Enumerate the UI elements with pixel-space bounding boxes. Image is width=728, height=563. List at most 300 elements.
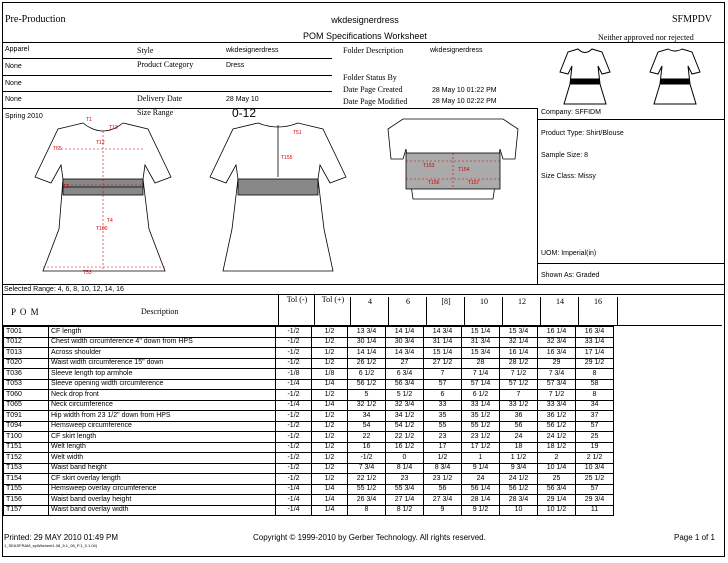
size-value-cell: 24 1/2 [538,432,576,443]
size-value-cell: 29 [538,358,576,369]
size-value-cell: 14 1/4 [386,327,424,338]
tolerance-cell: 1/2 [312,432,348,443]
info-none-1: None [5,63,22,70]
size-value-cell: 15 1/4 [424,348,462,359]
empty-cell [614,432,723,443]
overview-front-sketch [560,49,610,104]
size-value-cell: 56 1/2 [348,379,386,390]
tolerance-cell: 1/2 [312,358,348,369]
pom-description: Waist band height [49,463,276,474]
size-header-14: 14 [540,297,579,325]
info-season: Spring 2010 [5,113,43,120]
sketch-label-t156: T156 [428,180,440,186]
empty-cell [614,390,723,401]
size-value-cell: 16 1/4 [500,348,538,359]
size-value-cell: 24 [500,432,538,443]
tolerance-cell: -1/4 [276,495,312,506]
page-number: Page 1 of 1 [674,533,715,542]
size-value-cell: 9 1/4 [462,463,500,474]
tolerance-cell: 1/4 [312,505,348,516]
size-value-cell: 14 3/4 [424,327,462,338]
company-field: Company: SFFIDM [541,109,601,116]
size-value-cell: 17 1/4 [576,348,614,359]
shown-as-field: Shown As: Graded [541,272,600,279]
sketch-label-t4: T4 [107,218,113,224]
pom-code: T152 [4,453,49,464]
size-value-cell: 10 1/4 [538,463,576,474]
date-modified-label: Date Page Modified [343,97,408,106]
tolerance-cell: 1/2 [312,474,348,485]
sample-size-field: Sample Size: 8 [541,152,589,159]
table-row [4,421,723,432]
size-value-cell: 55 1/2 [348,484,386,495]
size-value-cell: 7 1/4 [462,369,500,380]
sheet-code: SFMPDV [672,14,713,25]
size-value-cell: 33 3/4 [538,400,576,411]
sketch-label-t1: T1 [86,117,92,123]
size-value-cell: 22 1/2 [348,474,386,485]
size-value-cell: 56 1/2 [538,421,576,432]
pom-code: T060 [4,390,49,401]
folder-description-label: Folder Description [343,46,404,55]
size-value-cell: 2 [538,453,576,464]
product-type-field: Product Type: Shirt/Blouse [541,130,624,137]
empty-cell [614,369,723,380]
table-row [4,463,723,474]
pom-description: Neck circumference [49,400,276,411]
size-value-cell: 56 3/4 [386,379,424,390]
sketch-label-t3: T3 [63,184,69,190]
tolerance-cell: -1/2 [276,432,312,443]
size-value-cell: 30 1/4 [348,337,386,348]
size-value-cell: 23 1/2 [462,432,500,443]
size-value-cell: 36 [500,411,538,422]
empty-cell [614,400,723,411]
size-value-cell: 8 1/4 [386,463,424,474]
size-value-cell: 6 3/4 [386,369,424,380]
size-value-cell: 56 1/2 [500,484,538,495]
size-value-cell: 32 1/2 [348,400,386,411]
tolerance-cell: -1/4 [276,400,312,411]
size-value-cell: 7 3/4 [348,463,386,474]
technical-sketches [3,109,536,284]
size-value-cell: 18 1/2 [538,442,576,453]
size-value-cell: 7 1/2 [538,390,576,401]
empty-cell [614,379,723,390]
sketch-label-t153: T153 [423,163,435,169]
pom-description: Chest width circumference 4" down from HPS [49,337,276,348]
pom-description: Waist band overlay width [49,505,276,516]
empty-cell [614,337,723,348]
tolerance-cell: -1/2 [276,390,312,401]
tolerance-cell: -1/8 [276,369,312,380]
tolerance-cell: 1/4 [312,484,348,495]
empty-cell [614,358,723,369]
pom-code: T154 [4,474,49,485]
size-value-cell: 14 1/4 [348,348,386,359]
table-row [4,505,723,516]
product-category-label: Product Category [137,60,194,69]
approval-status: Neither approved nor rejected [598,33,694,42]
size-value-cell: 54 1/2 [386,421,424,432]
size-value-cell: 6 1/2 [348,369,386,380]
size-value-cell: 10 1/2 [538,505,576,516]
date-created-label: Date Page Created [343,85,403,94]
size-value-cell: 55 [424,421,462,432]
pom-code: T001 [4,327,49,338]
tolerance-cell: -1/2 [276,421,312,432]
pom-code: T012 [4,337,49,348]
empty-cell [614,463,723,474]
sketch-label-t51: T51 [293,130,302,136]
size-range-value: 0-12 [232,106,257,120]
tolerance-cell: 1/2 [312,337,348,348]
sketch-label-t53: T53 [83,270,92,276]
folder-status-label: Folder Status By [343,73,397,82]
tolerance-cell: 1/4 [312,400,348,411]
tolerance-cell: 1/2 [312,411,348,422]
size-value-cell: 34 1/2 [386,411,424,422]
size-value-cell: 1 [462,453,500,464]
tolerance-cell: 1/2 [312,442,348,453]
size-value-cell: 27 3/4 [424,495,462,506]
size-value-cell: 22 1/2 [386,432,424,443]
size-value-cell: 7 1/2 [500,369,538,380]
copyright-notice: Copyright © 1999-2010 by Gerber Technology. All rights reserved. [253,533,486,542]
size-value-cell: 31 3/4 [462,337,500,348]
empty-cell [614,411,723,422]
size-value-cell: 1 1/2 [500,453,538,464]
sketch-label-t13: T13 [109,125,118,131]
size-value-cell: 33 1/4 [576,337,614,348]
size-value-cell: 22 [348,432,386,443]
sketch-label-t100: T100 [96,226,108,232]
size-value-cell: 15 1/4 [462,327,500,338]
size-value-cell: 13 3/4 [348,327,386,338]
size-value-cell: 8 [576,390,614,401]
pom-description: Waist band overlay height [49,495,276,506]
size-value-cell: 6 [424,390,462,401]
table-row [4,442,723,453]
tolerance-cell: 1/2 [312,421,348,432]
tolerance-cell: -1/4 [276,379,312,390]
table-row [4,453,723,464]
size-value-cell: 28 1/4 [462,495,500,506]
size-value-cell: 57 1/2 [500,379,538,390]
size-value-cell: 9 1/2 [462,505,500,516]
empty-cell [614,442,723,453]
pom-table-body [4,327,723,516]
table-row [4,484,723,495]
pom-description: Waist width circumference 15" down [49,358,276,369]
size-header-10: 10 [464,297,503,325]
size-value-cell: 8 1/2 [386,505,424,516]
pom-code: T036 [4,369,49,380]
size-value-cell: 11 [576,505,614,516]
size-value-cell: 29 1/4 [538,495,576,506]
header-divider [2,42,725,43]
size-value-cell: 32 3/4 [538,337,576,348]
size-header-6: 6 [388,297,427,325]
table-row [4,369,723,380]
size-value-cell: 29 1/2 [576,358,614,369]
size-value-cell: 57 [424,379,462,390]
folder-description-value: wkdesignerdress [430,47,483,54]
pom-code: T151 [4,442,49,453]
pom-table [3,326,723,516]
back-dress-sketch [210,123,346,271]
size-value-cell: 23 [424,432,462,443]
size-value-cell: 30 3/4 [386,337,424,348]
size-value-cell: 28 1/2 [500,358,538,369]
size-value-cell: 33 1/2 [500,400,538,411]
size-value-cell: 16 3/4 [576,327,614,338]
sketch-label-t12: T12 [96,140,105,146]
size-value-cell: 29 3/4 [576,495,614,506]
size-value-cell: 35 [424,411,462,422]
size-value-cell: 56 3/4 [538,484,576,495]
size-value-cell: 7 3/4 [538,369,576,380]
pom-code: T157 [4,505,49,516]
size-value-cell: 16 1/2 [386,442,424,453]
size-value-cell: 34 [348,411,386,422]
overview-sketches [540,44,725,108]
size-value-cell: 57 [576,421,614,432]
tolerance-cell: 1/2 [312,348,348,359]
size-value-cell: 16 [348,442,386,453]
pom-description: CF skirt overlay length [49,474,276,485]
empty-cell [614,484,723,495]
size-value-cell: 57 [576,484,614,495]
pom-code: T065 [4,400,49,411]
pom-description: Neck drop front [49,390,276,401]
table-row [4,474,723,485]
pom-code: T094 [4,421,49,432]
pom-code: T013 [4,348,49,359]
size-value-cell: 5 [348,390,386,401]
empty-cell [614,474,723,485]
tolerance-cell: -1/2 [276,358,312,369]
style-title: wkdesignerdress [331,15,399,25]
size-value-cell: 25 1/2 [576,474,614,485]
file-path: 1_SEASFRAM_spWksheet1.08_5.1_06_P.1_0.1.04) [4,543,98,548]
pom-code: T153 [4,463,49,474]
size-value-cell: 10 3/4 [576,463,614,474]
delivery-date-label: Delivery Date [137,94,183,103]
size-value-cell: 32 3/4 [386,400,424,411]
size-value-cell: 9 3/4 [500,463,538,474]
tolerance-cell: -1/2 [276,453,312,464]
size-value-cell: 57 3/4 [538,379,576,390]
size-value-cell: 17 [424,442,462,453]
size-range-label: Size Range [137,108,174,117]
size-value-cell: 25 [576,432,614,443]
size-header-8: [8] [426,297,465,325]
tolerance-cell: -1/2 [276,474,312,485]
size-value-cell: 7 [424,369,462,380]
size-value-cell: 27 [386,358,424,369]
info-apparel: Apparel [5,46,30,53]
pom-description: CF length [49,327,276,338]
size-value-cell: 56 [424,484,462,495]
size-value-cell: 54 [348,421,386,432]
pom-code: T156 [4,495,49,506]
size-value-cell: 9 [424,505,462,516]
table-row [4,327,723,338]
size-value-cell: 28 3/4 [500,495,538,506]
sketch-label-t154: T154 [458,167,470,173]
tolerance-cell: 1/2 [312,453,348,464]
table-row [4,358,723,369]
size-value-cell: 0 [386,453,424,464]
size-value-cell: 8 3/4 [424,463,462,474]
size-value-cell: 23 1/2 [424,474,462,485]
worksheet-title: POM Specifications Worksheet [303,31,427,41]
sketch-label-t155: T155 [281,155,293,161]
pom-description: Sleeve opening width circumference [49,379,276,390]
size-header-16: 16 [578,297,618,325]
empty-cell [614,495,723,506]
tolerance-cell: 1/4 [312,379,348,390]
tol-minus-header: Tol (-) [278,295,315,325]
size-value-cell: 33 1/4 [462,400,500,411]
pom-code: T155 [4,484,49,495]
table-row [4,411,723,422]
tolerance-cell: 1/2 [312,327,348,338]
pom-description: Sleeve length top armhole [49,369,276,380]
size-class-field: Size Class: Missy [541,173,596,180]
empty-cell [614,421,723,432]
table-row [4,379,723,390]
info-none-3: None [5,96,22,103]
tolerance-cell: 1/2 [312,463,348,474]
description-header: Description [141,307,179,316]
size-value-cell: 36 1/2 [538,411,576,422]
table-row [4,432,723,443]
size-value-cell: 16 1/4 [538,327,576,338]
size-value-cell: 10 [500,505,538,516]
table-row [4,400,723,411]
tol-plus-header: Tol (+) [314,295,351,325]
size-value-cell: 8 [576,369,614,380]
size-value-cell: 35 1/2 [462,411,500,422]
size-value-cell: 24 1/2 [500,474,538,485]
table-row [4,390,723,401]
size-value-cell: 32 1/4 [500,337,538,348]
overview-back-sketch [650,49,700,104]
delivery-date-value: 28 May 10 [226,96,259,103]
size-value-cell: 55 3/4 [386,484,424,495]
size-value-cell: 16 3/4 [538,348,576,359]
size-value-cell: 26 1/2 [348,358,386,369]
tolerance-cell: -1/2 [276,442,312,453]
pom-description: Hemsweep circumference [49,421,276,432]
size-header-4: 4 [350,297,389,325]
tolerance-cell: -1/2 [276,348,312,359]
size-value-cell: 6 1/2 [462,390,500,401]
empty-cell [614,505,723,516]
table-row [4,495,723,506]
size-value-cell: 37 [576,411,614,422]
pom-description: Welt length [49,442,276,453]
table-header [3,295,722,326]
tolerance-cell: -1/2 [276,327,312,338]
size-value-cell: 34 [576,400,614,411]
size-value-cell: 28 [462,358,500,369]
pom-description: Hip width from 23 1/2" down from HPS [49,411,276,422]
size-value-cell: 1/2 [424,453,462,464]
empty-cell [614,327,723,338]
info-none-2: None [5,80,22,87]
uom-field: UOM: Imperial(in) [541,250,597,257]
sketch-label-t65: T65 [53,146,62,152]
size-value-cell: 56 [500,421,538,432]
pom-description: Welt width [49,453,276,464]
size-value-cell: 8 [348,505,386,516]
tolerance-cell: 1/8 [312,369,348,380]
pom-description: Across shoulder [49,348,276,359]
size-value-cell: 26 3/4 [348,495,386,506]
tolerance-cell: -1/4 [276,505,312,516]
size-value-cell: 17 1/2 [462,442,500,453]
pom-description: Hemsweep overlay circumference [49,484,276,495]
table-row [4,337,723,348]
pom-code: T091 [4,411,49,422]
size-value-cell: 14 3/4 [386,348,424,359]
size-value-cell: 23 [386,474,424,485]
size-value-cell: 15 3/4 [500,327,538,338]
size-value-cell: 5 1/2 [386,390,424,401]
selected-range: Selected Range: 4, 6, 8, 10, 12, 14, 16 [4,286,124,293]
empty-cell [614,453,723,464]
size-value-cell: 2 1/2 [576,453,614,464]
size-header-12: 12 [502,297,541,325]
tolerance-cell: 1/2 [312,390,348,401]
style-label: Style [137,46,154,55]
date-created-value: 28 May 10 01:22 PM [432,87,497,94]
tolerance-cell: -1/2 [276,411,312,422]
size-value-cell: 7 [500,390,538,401]
pom-description: CF skirt length [49,432,276,443]
style-value: wkdesignerdress [226,47,279,54]
pom-header: P O M [11,307,40,317]
size-value-cell: 15 3/4 [462,348,500,359]
size-value-cell: 33 [424,400,462,411]
pom-code: T053 [4,379,49,390]
pom-code: T020 [4,358,49,369]
empty-cell [614,348,723,359]
tolerance-cell: -1/2 [276,337,312,348]
size-value-cell: 56 1/4 [462,484,500,495]
tolerance-cell: -1/2 [276,463,312,474]
size-value-cell: 25 [538,474,576,485]
date-modified-value: 28 May 10 02:22 PM [432,98,497,105]
size-value-cell: 58 [576,379,614,390]
doc-stage-title: Pre-Production [5,14,66,25]
tolerance-cell: -1/4 [276,484,312,495]
tolerance-cell: 1/4 [312,495,348,506]
size-value-cell: 57 1/4 [462,379,500,390]
pom-code: T100 [4,432,49,443]
size-value-cell: 27 1/2 [424,358,462,369]
size-value-cell: 24 [462,474,500,485]
printed-date: Printed: 29 MAY 2010 01:49 PM [4,533,118,542]
size-value-cell: 55 1/2 [462,421,500,432]
product-category-value: Dress [226,62,245,69]
sketch-label-t157: T157 [468,180,480,186]
size-value-cell: 18 [500,442,538,453]
size-value-cell: -1/2 [348,453,386,464]
